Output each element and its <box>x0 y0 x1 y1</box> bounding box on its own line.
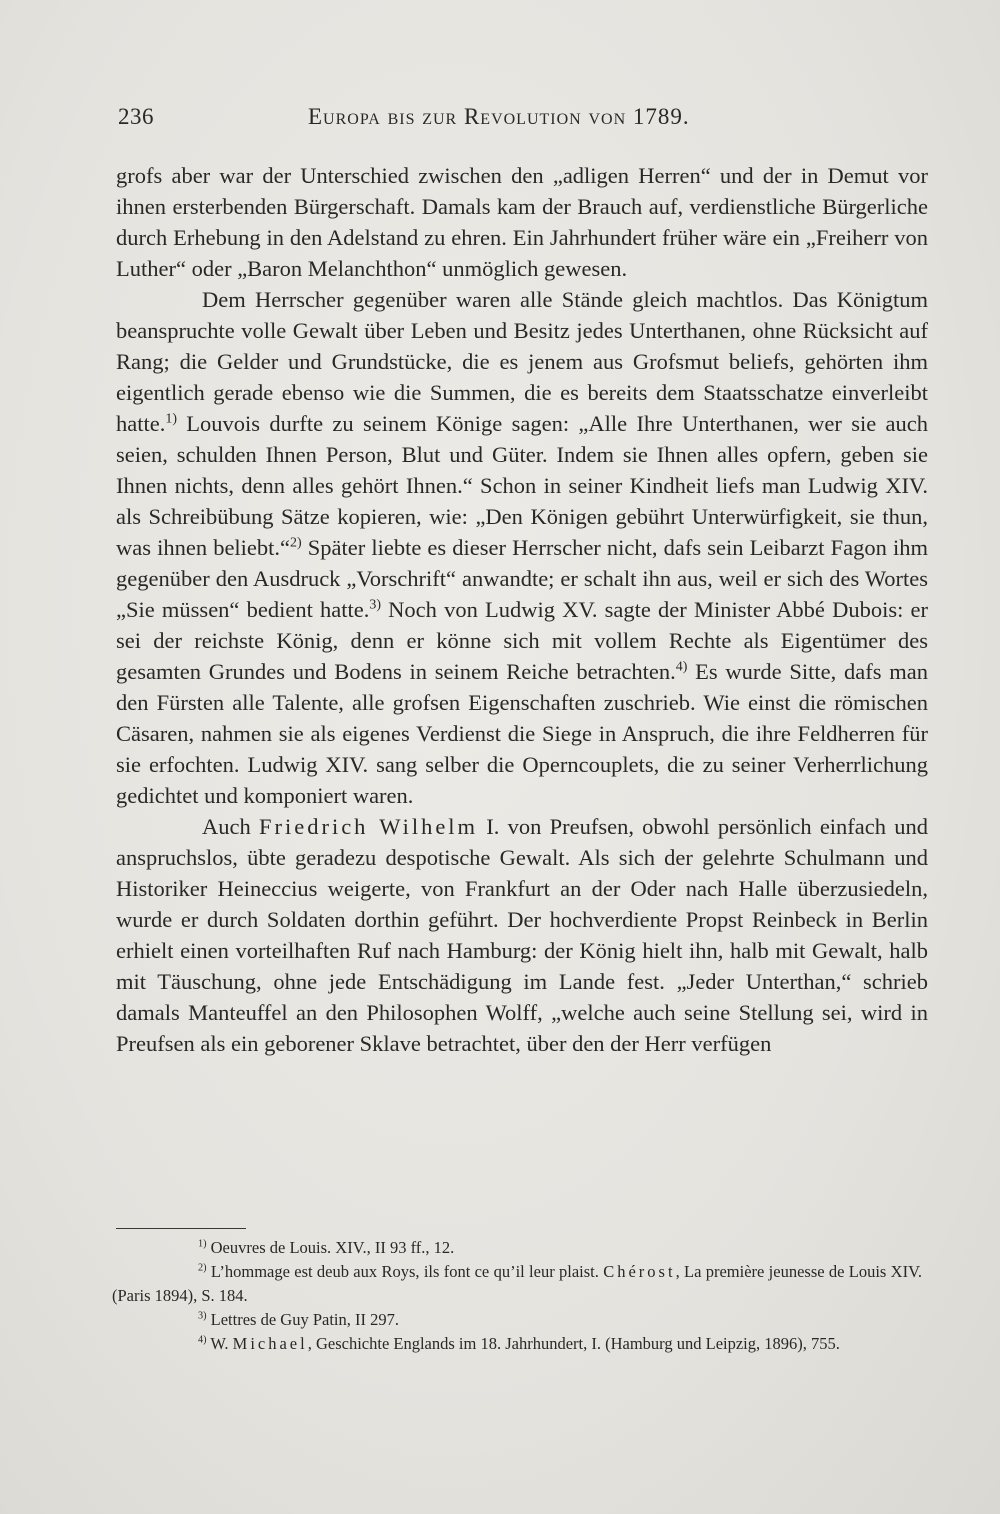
footnote-4-author: Michael <box>232 1334 308 1353</box>
spaced-name: Friedrich Wilhelm <box>258 814 479 839</box>
paragraph-2-text-b: Louvois durfte zu seinem Könige sagen: „Alle Ihre Unterthanen, wer sie auch seien, schulden Ihnen Person, Blut und Güter. Indem sie Ihnen alles opfern, geben sie Ihnen nichts, denn alles gehört Ihnen.“ Schon in seiner Kindheit liefs man Ludwig XIV. als Schreibübung Sätze kopieren, wie: „Den Königen gebührt Unterwürfigkeit, sie thun, was ihnen beliebt.“ <box>116 411 928 560</box>
paragraph-2-text-c: Später liebte es dieser Herrscher nicht, dafs sein Leibarzt Fagon ihm gegenüber den Ausdruck „Vorschrift“ anwandte; er schalt ihn aus, weil er sich des Wortes „Sie müssen“ bedient hatte. <box>116 535 928 622</box>
footnote-3-text: Lettres de Guy Patin, II 297. <box>206 1310 399 1329</box>
footnote-4 <box>112 1332 922 1356</box>
footnote-mark-3: 3) <box>198 1310 207 1322</box>
footnote-1 <box>112 1236 922 1260</box>
footnote-1-text: Oeuvres de Louis. XIV., II 93 ff., 12. <box>206 1238 455 1257</box>
paragraph-2-text-a: Dem Herrscher gegenüber waren alle Stände gleich machtlos. Das Königtum beanspruchte volle Gewalt über Leben und Besitz jedes Unterthanen, ohne Rücksicht auf Rang; die Gelder und Grundstücke, die es jenem aus Grofsmut beliefs, gehörten ihm eigentlich gerade ebenso wie die Summen, die es bereits dem Staatsschatze einverleibt hatte. <box>116 287 928 436</box>
paragraph-1-text: grofs aber war der Unterschied zwischen den „adligen Herren“ und der in Demut vor ihnen ersterbenden Bürgerschaft. Damals kam der Brauch auf, verdienstliche Bürgerliche durch Erhebung in den Adelstand zu ehren. Ein Jahrhundert früher wäre ein „Freiherr von Luther“ oder „Baron Melanchthon“ unmöglich gewesen. <box>116 163 928 281</box>
paragraph-3-text-a: Auch <box>202 814 259 839</box>
footnote-2-text-a: L’hommage est deub aux Roys, ils font ce qu’il leur plaist. <box>206 1262 604 1281</box>
running-title: Europa bis zur Revolution von 1789. <box>308 104 690 129</box>
page-number: 236 <box>118 104 154 129</box>
footnote-3 <box>112 1308 922 1332</box>
footnote-mark-2: 2) <box>198 1262 207 1274</box>
footnote-4-text-a: W. <box>206 1334 233 1353</box>
main-text <box>116 160 928 1059</box>
footnotes <box>112 1236 922 1356</box>
footnote-mark-1: 1) <box>198 1238 207 1250</box>
paragraph-2 <box>116 284 928 811</box>
running-header <box>118 104 758 140</box>
footnote-ref-4: 4) <box>675 659 688 675</box>
footnote-4-text-b: , Geschichte Englands im 18. Jahrhundert, I. (Hamburg und Leipzig, 1896), 755. <box>307 1334 840 1353</box>
paragraph-3-text-b: I. von Preufsen, obwohl persönlich einfach und anspruchslos, übte geradezu despotische Gewalt. Als sich der gelehrte Schulmann und Historiker Heineccius weigerte, von Frankfurt an der Oder nach Halle überzusiedeln, wurde er durch Soldaten dorthin geführt. Der hochverdiente Propst Reinbeck in Berlin erhielt einen vorteilhaften Ruf nach Hamburg: der König hielt ihn, halb mit Gewalt, halb mit Täuschung, ohne jede Entschädigung im Lande fest. „Jeder Unterthan,“ schrieb damals Manteuffel an den Philosophen Wolff, „welche auch seine Stellung sei, wird in Preufsen als ein geborener Sklave betrachtet, über den der Herr verfügen <box>116 814 928 1056</box>
paragraph-2-text-d: Noch von Ludwig XV. sagte der Minister Abbé Dubois: er sei der reichste König, denn er könne sich mit vollem Rechte als Eigentümer des gesamten Grundes und Bodens in seinem Reiche betrachten. <box>116 597 928 684</box>
footnote-2-text-b: , La première jeunesse de Louis XIV. (Paris 1894), S. 184. <box>112 1262 922 1305</box>
paragraph-2-text-e: Es wurde Sitte, dafs man den Fürsten alle Talente, alle grofsen Eigenschaften zuschrieb. Wie einst die römischen Cäsaren, nahmen sie als eigenes Verdienst die Siege in Anspruch, die ihre Feldherren für sie erfochten. Ludwig XIV. sang selber die Operncouplets, die zu seiner Verherrlichung gedichtet und komponiert waren. <box>116 659 928 808</box>
footnote-divider <box>116 1228 246 1229</box>
footnote-ref-2: 2) <box>290 535 302 551</box>
footnote-mark-4: 4) <box>198 1334 207 1346</box>
paragraph-3 <box>116 811 928 1059</box>
footnote-ref-3: 3) <box>369 597 381 613</box>
footnote-ref-1: 1) <box>165 411 177 427</box>
footnote-2-author: Chérost <box>603 1262 676 1281</box>
footnote-2 <box>112 1260 922 1308</box>
paragraph-1 <box>116 160 928 284</box>
